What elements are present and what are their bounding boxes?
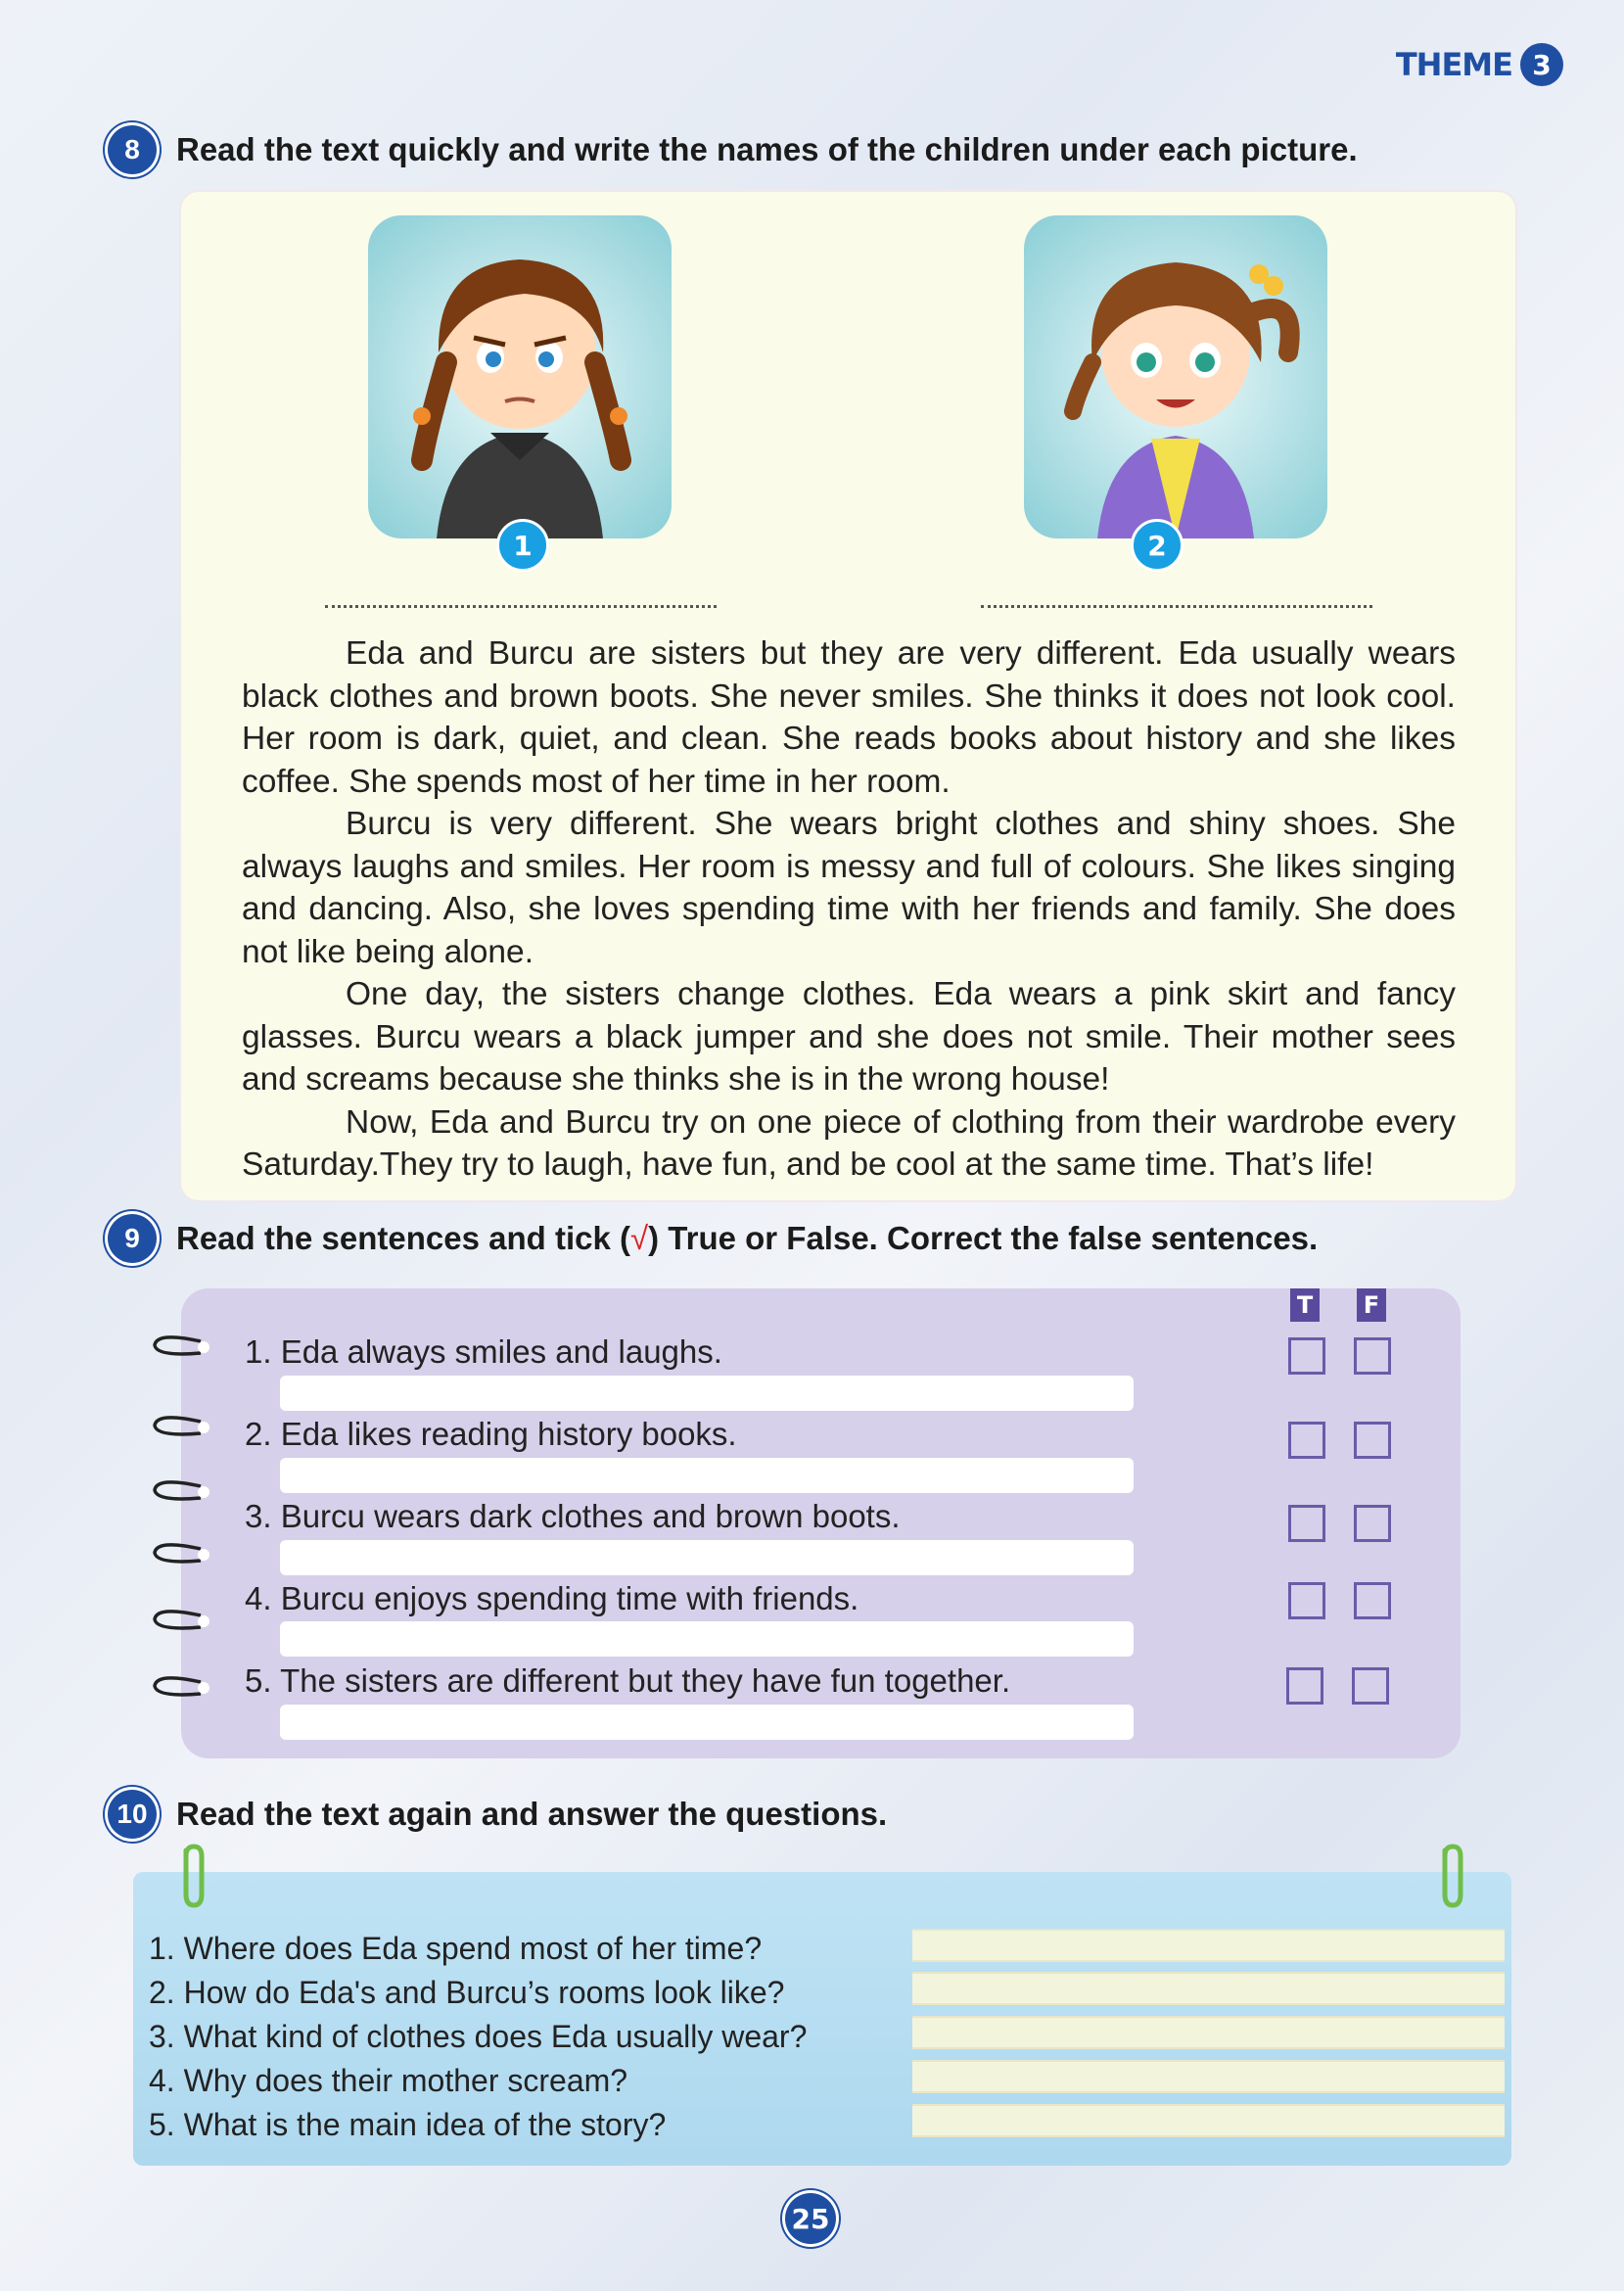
false-checkbox-5[interactable] xyxy=(1352,1667,1389,1705)
true-checkbox-1[interactable] xyxy=(1288,1337,1325,1375)
girl-dark-clothes-illustration xyxy=(368,215,672,538)
task-8-badge: 8 xyxy=(108,125,157,174)
tf-statement-2: 2. Eda likes reading history books. xyxy=(245,1416,737,1452)
correction-line-5[interactable] xyxy=(280,1705,1134,1740)
tf-statement-5: 5. The sisters are different but they have fun together. xyxy=(245,1662,1011,1699)
answer-line-3[interactable] xyxy=(912,2016,1505,2049)
picture-girl-burcu xyxy=(1024,215,1327,538)
picture-girl-eda xyxy=(368,215,672,538)
task-9-badge: 9 xyxy=(108,1214,157,1263)
task-10-instruction: Read the text again and answer the questions. xyxy=(176,1796,888,1832)
false-checkbox-4[interactable] xyxy=(1354,1582,1391,1619)
correction-line-1[interactable] xyxy=(280,1376,1134,1411)
name-line-2[interactable] xyxy=(981,605,1372,608)
tf-statement-3: 3. Burcu wears dark clothes and brown boots. xyxy=(245,1498,901,1534)
picture-2-number: 2 xyxy=(1131,519,1183,572)
story-text xyxy=(242,632,1456,1187)
theme-number-badge: 3 xyxy=(1520,43,1563,86)
true-checkbox-5[interactable] xyxy=(1286,1667,1323,1705)
true-column-header: T xyxy=(1290,1288,1320,1322)
name-line-1[interactable] xyxy=(325,605,717,608)
true-checkbox-2[interactable] xyxy=(1288,1422,1325,1459)
task-10-badge: 10 xyxy=(108,1790,157,1839)
answer-line-4[interactable] xyxy=(912,2060,1505,2093)
false-column-header: F xyxy=(1357,1288,1386,1322)
task-8-instruction: Read the text quickly and write the names of the children under each picture. xyxy=(176,131,1358,167)
tick-mark-icon: √ xyxy=(629,1220,649,1256)
picture-1-number: 1 xyxy=(496,519,549,572)
task-9-heading xyxy=(108,1214,1318,1263)
spiral-binding-icon xyxy=(147,1332,215,1704)
question-1: 1. Where does Eda spend most of her time? xyxy=(149,1931,763,1966)
task-9-instruction-part-2: ) True or False. Correct the false sentences. xyxy=(648,1220,1319,1256)
question-3: 3. What kind of clothes does Eda usually wear? xyxy=(149,2019,808,2054)
paper-clip-icon xyxy=(1431,1841,1470,1909)
answer-line-2[interactable] xyxy=(912,1972,1505,2005)
false-checkbox-1[interactable] xyxy=(1354,1337,1391,1375)
answer-line-5[interactable] xyxy=(912,2104,1505,2137)
correction-line-4[interactable] xyxy=(280,1621,1134,1657)
question-4: 4. Why does their mother scream? xyxy=(149,2063,628,2098)
story-paragraph: Eda and Burcu are sisters but they are very different. Eda usually wears black clothes and brown boots. She never smiles. She thinks it does not look cool. Her room is dark, quiet, and clean. She reads books about history and she likes coffee. She spends most of her time in her room. xyxy=(242,635,1456,800)
task-8-heading xyxy=(108,125,1358,174)
theme-label: THEME xyxy=(1395,46,1512,83)
girl-bright-clothes-illustration xyxy=(1024,215,1327,538)
page-number-badge: 25 xyxy=(785,2193,836,2244)
false-checkbox-2[interactable] xyxy=(1354,1422,1391,1459)
question-2: 2. How do Eda's and Burcu’s rooms look like? xyxy=(149,1975,785,2010)
answer-line-1[interactable] xyxy=(912,1929,1505,1962)
true-checkbox-3[interactable] xyxy=(1288,1505,1325,1542)
paper-clip-icon xyxy=(172,1841,211,1909)
tf-statement-1: 1. Eda always smiles and laughs. xyxy=(245,1333,722,1370)
true-checkbox-4[interactable] xyxy=(1288,1582,1325,1619)
correction-line-2[interactable] xyxy=(280,1458,1134,1493)
correction-line-3[interactable] xyxy=(280,1540,1134,1575)
story-paragraph: One day, the sisters change clothes. Eda wears a pink skirt and fancy glasses. Burcu wears a black jumper and she does not smile. Their mother sees and screams because she thinks she is in the wrong house! xyxy=(242,976,1456,1098)
task-9-instruction xyxy=(176,1220,1318,1257)
task-10-heading xyxy=(108,1790,887,1839)
story-paragraph: Burcu is very different. She wears bright clothes and shiny shoes. She always laughs and smiles. Her room is messy and full of colours. She likes singing and dancing. Also, she loves spending time with her friends and family. She does not like being alone. xyxy=(242,806,1456,970)
question-5: 5. What is the main idea of the story? xyxy=(149,2107,667,2142)
story-paragraph: Now, Eda and Burcu try on one piece of clothing from their wardrobe every Saturday.They try to laugh, have fun, and be cool at the same time. That’s life! xyxy=(242,1103,1456,1183)
tf-statement-4: 4. Burcu enjoys spending time with friends. xyxy=(245,1580,859,1616)
false-checkbox-3[interactable] xyxy=(1354,1505,1391,1542)
theme-header xyxy=(1396,43,1563,86)
task-9-instruction-part-1: Read the sentences and tick ( xyxy=(176,1220,630,1256)
